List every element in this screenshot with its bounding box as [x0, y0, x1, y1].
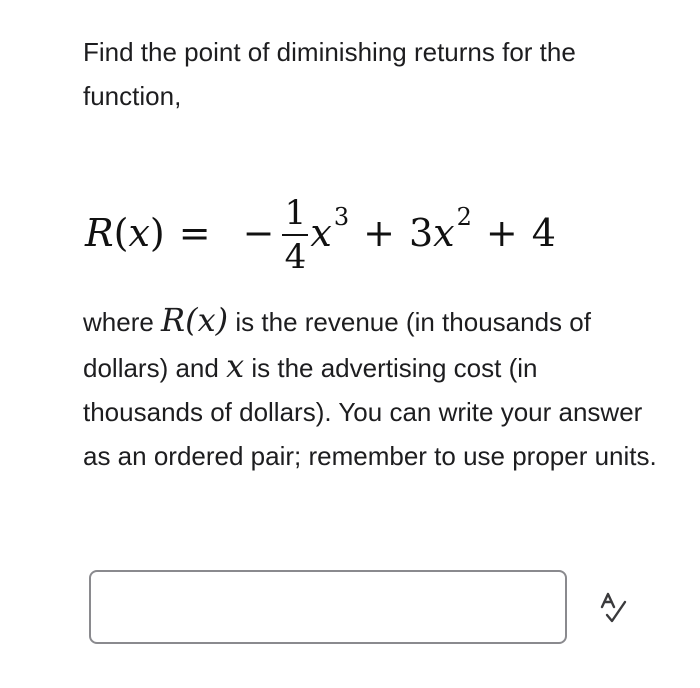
equation-row	[85, 192, 556, 277]
body-math-x: x	[226, 347, 245, 385]
eq-term2-exponent: 2	[456, 203, 472, 231]
eq-paren-close: )	[149, 211, 165, 255]
eq-term2-variable: x	[433, 211, 455, 255]
spellcheck-icon[interactable]	[596, 591, 630, 625]
revenue-equation	[83, 162, 663, 277]
eq-fraction-denominator: 4	[284, 237, 307, 277]
question-body	[83, 298, 663, 478]
eq-fraction-numerator: 1	[284, 193, 307, 233]
eq-function-name: R	[85, 211, 114, 255]
eq-equals: =	[178, 211, 211, 255]
answer-input[interactable]	[89, 570, 567, 644]
body-math-revenue: R(x)	[161, 301, 229, 339]
eq-minus: −	[242, 211, 275, 255]
body-text-part3: is the advertising cost (in thousands of dollars). You can write your answer as an ordered pair; remember to use proper units.	[83, 353, 657, 471]
question-panel	[83, 30, 663, 478]
question-prompt: Find the point of diminishing returns for the function,	[83, 37, 576, 111]
eq-term1-exponent: 3	[333, 203, 350, 231]
eq-plus-1: +	[363, 211, 395, 255]
body-text-part2: is the revenue (in thousands of dollars) and	[83, 307, 591, 383]
eq-paren-open: (	[113, 211, 129, 255]
eq-fraction	[282, 194, 308, 276]
body-text-part1: where	[83, 307, 162, 337]
eq-term2-coefficient: 3	[408, 211, 434, 255]
eq-term1-variable: x	[310, 211, 332, 255]
eq-plus-2: +	[485, 211, 518, 255]
eq-lhs-variable: x	[128, 211, 150, 255]
eq-fraction-bar	[282, 234, 308, 236]
eq-constant: 4	[531, 211, 556, 255]
